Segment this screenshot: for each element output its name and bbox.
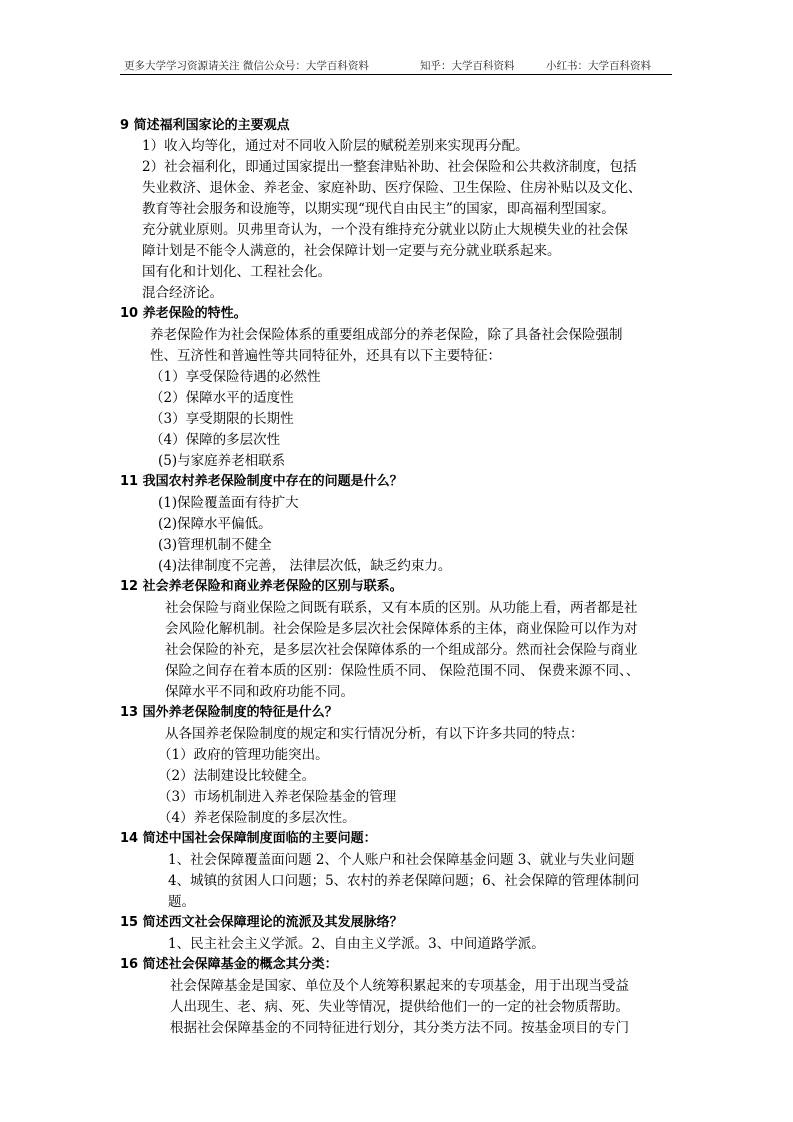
section-heading: 10 养老保险的特性。 <box>120 306 247 321</box>
list-item: （1）享受保险待遇的必然性 <box>150 369 321 385</box>
paragraph-line: 1）收入均等化，通过对不同收入阶层的赋税差别来实现再分配。 <box>142 138 529 154</box>
header-promo-xiaohongshu: 小红书：大学百科资料 <box>546 60 651 72</box>
list-item: （4）保障的多层次性 <box>150 432 281 448</box>
paragraph-line: 养老保险作为社会保险体系的重要组成部分的养老保险，除了具备社会保险强制 <box>150 327 623 343</box>
paragraph-line: 混合经济论。 <box>142 285 223 301</box>
section-heading: 16 简述社会保障基金的概念其分类： <box>120 957 338 972</box>
list-item: (4)法律制度不完善， 法律层次低，缺乏约束力。 <box>158 558 452 574</box>
paragraph-line: 题。 <box>168 894 195 910</box>
section-heading: 15 简述西文社会保障理论的流派及其发展脉络？ <box>120 915 403 930</box>
header-promo-zhihu: 知乎：大学百科资料 <box>420 60 515 72</box>
section-heading: 11 我国农村养老保险制度中存在的问题是什么？ <box>120 474 403 489</box>
section-heading: 9 简述福利国家论的主要观点 <box>120 118 290 133</box>
list-item: (5)与家庭养老相联系 <box>158 453 286 469</box>
list-item: （4）养老保险制度的多层次性。 <box>158 810 356 826</box>
list-item: （3）市场机制进入养老保险基金的管理 <box>158 789 397 805</box>
list-item: （3）享受期限的长期性 <box>150 411 294 427</box>
header-promo-wechat: 更多大学学习资源请关注 微信公众号：大学百科资料 <box>124 60 369 72</box>
paragraph-line: 1、民主社会主义学派。2、自由主义学派。3、中间道路学派。 <box>168 936 545 952</box>
paragraph-line: 社会保障基金是国家、单位及个人统筹积累起来的专项基金，用于出现当受益 <box>170 978 629 994</box>
paragraph-line: 2）社会福利化，即通过国家提出一整套津贴补助、社会保险和公共救济制度，包括 <box>142 159 637 175</box>
paragraph-line: 失业救济、退休金、养老金、家庭补助、医疗保险、卫生保险、住房补贴以及文化、 <box>142 180 642 196</box>
paragraph-line: 充分就业原则。贝弗里奇认为，一个没有维持充分就业以防止大规模失业的社会保 <box>142 222 628 238</box>
list-item: (2)保障水平偏低。 <box>158 516 272 532</box>
page-header <box>120 56 672 75</box>
list-item: （2）法制建设比较健全。 <box>158 768 316 784</box>
paragraph-line: 人出现生、老、病、死、失业等情况，提供给他们一的一定的社会物质帮助。 <box>170 999 629 1015</box>
list-item: (3)管理机制不健全 <box>158 537 272 553</box>
list-item: （2）保障水平的适度性 <box>150 390 294 406</box>
list-item: (1)保险覆盖面有待扩大 <box>158 495 299 511</box>
section-heading: 14 简述中国社会保障制度面临的主要问题： <box>120 831 377 846</box>
section-heading: 12 社会养老保险和商业养老保险的区别与联系。 <box>120 579 403 594</box>
paragraph-line: 社会保险的补充，是多层次社会保障体系的一个组成部分。然而社会保险与商业 <box>165 642 638 658</box>
paragraph-line: 4、城镇的贫困人口问题；5、农村的养老保障问题；6、社会保障的管理体制问 <box>168 873 640 889</box>
paragraph-line: 会风险化解机制。社会保险是多层次社会保障体系的主体，商业保险可以作为对 <box>165 621 638 637</box>
paragraph-line: 障计划是不能令人满意的，社会保障计划一定要与充分就业联系起来。 <box>142 243 561 259</box>
section-heading: 13 国外养老保险制度的特征是什么？ <box>120 705 338 720</box>
paragraph-line: 保障水平不同和政府功能不同。 <box>165 684 354 700</box>
paragraph-line: 社会保险与商业保险之间既有联系，又有本质的区别。从功能上看，两者都是社 <box>165 600 638 616</box>
paragraph-line: 根据社会保障基金的不同特征进行划分，其分类方法不同。按基金项目的专门 <box>170 1020 629 1036</box>
paragraph-line: 从各国养老保险制度的规定和实行情况分析，有以下许多共同的特点： <box>165 726 584 742</box>
paragraph-line: 性、互济性和普遍性等共同特征外，还具有以下主要特征： <box>150 348 501 364</box>
paragraph-line: 1、社会保障覆盖面问题 2、个人账户和社会保障基金问题 3、就业与失业问题 <box>168 852 635 868</box>
paragraph-line: 保险之间存在着本质的区别：保险性质不同、 保险范围不同、 保费来源不同、、 <box>165 663 640 679</box>
list-item: （1）政府的管理功能突出。 <box>158 747 329 763</box>
paragraph-line: 国有化和计划化、工程社会化。 <box>142 264 331 280</box>
paragraph-line: 教育等社会服务和设施等，以期实现“现代自由民主”的国家，即高福利型国家。 <box>142 201 615 217</box>
